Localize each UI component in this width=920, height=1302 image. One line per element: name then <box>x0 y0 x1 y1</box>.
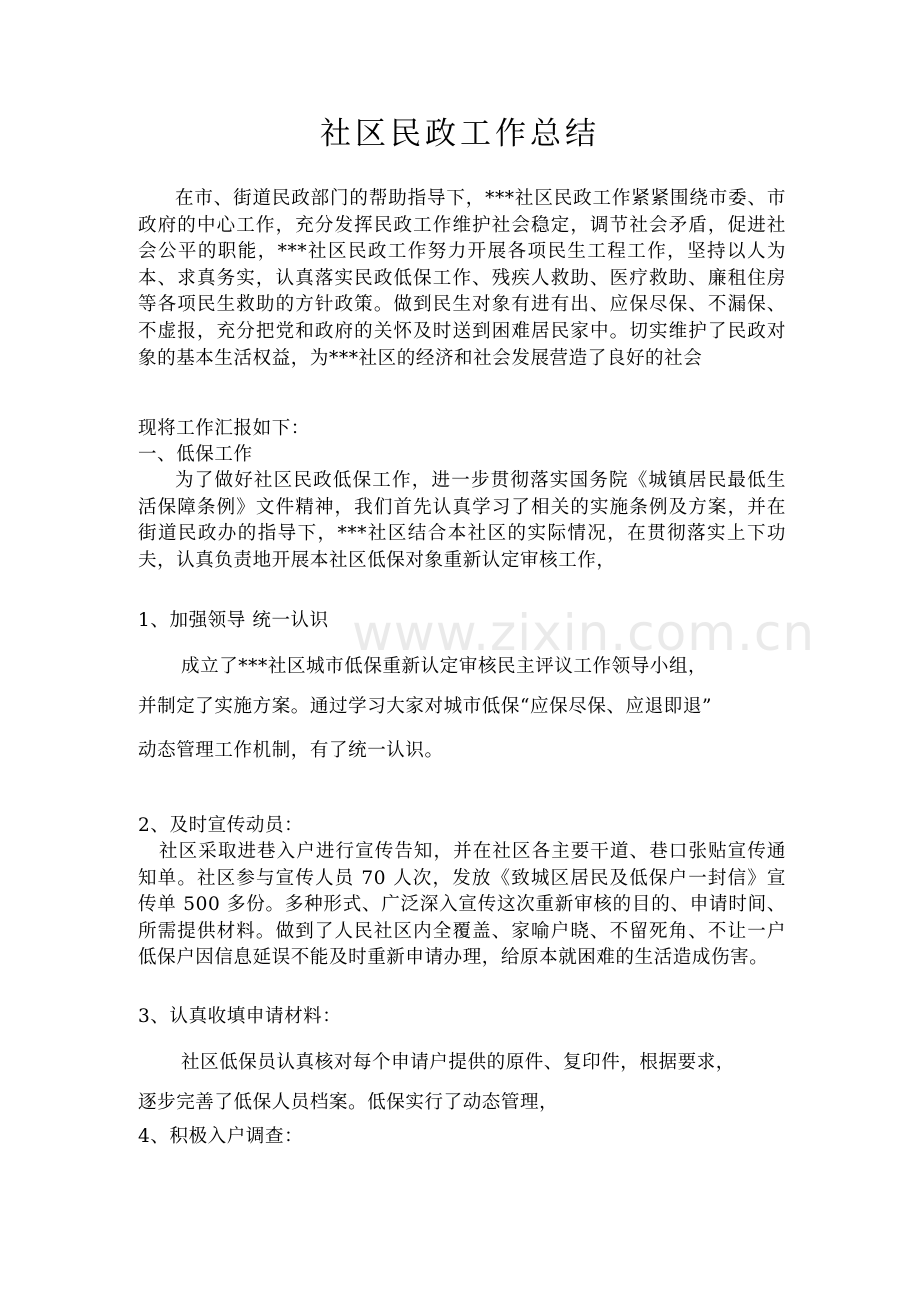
item1-line2: 并制定了实施方案。通过学习大家对城市低保“应保尽保、应退即退” <box>138 696 713 717</box>
intro-paragraph: 在市、街道民政部门的帮助指导下，***社区民政工作紧紧围绕市委、市政府的中心工作，充分发挥民政工作维护社会稳定，调节社会矛盾，促进社会公平的职能，***社区民政工作努力开展各项民生工程工作，坚持以人为本、求真务实，认真落实民政低保工作、残疾人救助、医疗救助、廉租住房等各项民生救助的方针政策。做到民生对象有进有出、应保尽保、不漏保、不虚报，充分把党和政府的关怀及时送到困难居民家中。切实维护了民政对象的基本生活权益，为***社区的经济和社会发展营造了良好的社会 <box>138 188 786 369</box>
item1-heading: 1、加强领导 统一认识 <box>138 610 329 631</box>
report-line: 现将工作汇报如下： <box>138 418 310 439</box>
item3-line2: 逐步完善了低保人员档案。低保实行了动态管理， <box>138 1092 559 1113</box>
item2-heading: 2、及时宣传动员： <box>138 815 304 836</box>
item4-heading: 4、积极入户调查： <box>138 1126 304 1147</box>
item3-line1: 社区低保员认真核对每个申请户提供的原件、复印件，根据要求， <box>181 1052 735 1073</box>
section1-paragraph: 为了做好社区民政低保工作，进一步贯彻落实国务院《城镇居民最低生活保障条例》文件精神，我们首先认真学习了相关的实施条例及方案，并在街道民政办的指导下，***社区结合本社区的实际情况，在贯彻落实上下功夫，认真负责地开展本社区低保对象重新认定审核工作， <box>138 470 786 571</box>
document-title: 社区民政工作总结 <box>320 116 600 152</box>
watermark: www.zixin.com.cn <box>352 604 816 662</box>
item1-line1: 成立了***社区城市低保重新认定审核民主评议工作领导小组， <box>181 656 708 677</box>
section1-heading: 一、低保工作 <box>138 444 253 465</box>
item1-line3: 动态管理工作机制，有了统一认识。 <box>138 740 444 761</box>
item2-paragraph: 社区采取进巷入户进行宣传告知，并在社区各主要干道、巷口张贴宣传通知单。社区参与宣传人员 70 人次，发放《致城区居民及低保户一封信》宣传单 500 多份。多种形式、广泛深入宣传这次重新审核的目的、申请时间、所需提供材料。做到了人民社区内全覆盖、家喻户晓、不留死角、不让一户低保户因信息延误不能及时重新申请办理，给原本就困难的生活造成伤害。 <box>138 841 786 969</box>
item3-heading: 3、认真收填申请材料： <box>138 1006 342 1027</box>
